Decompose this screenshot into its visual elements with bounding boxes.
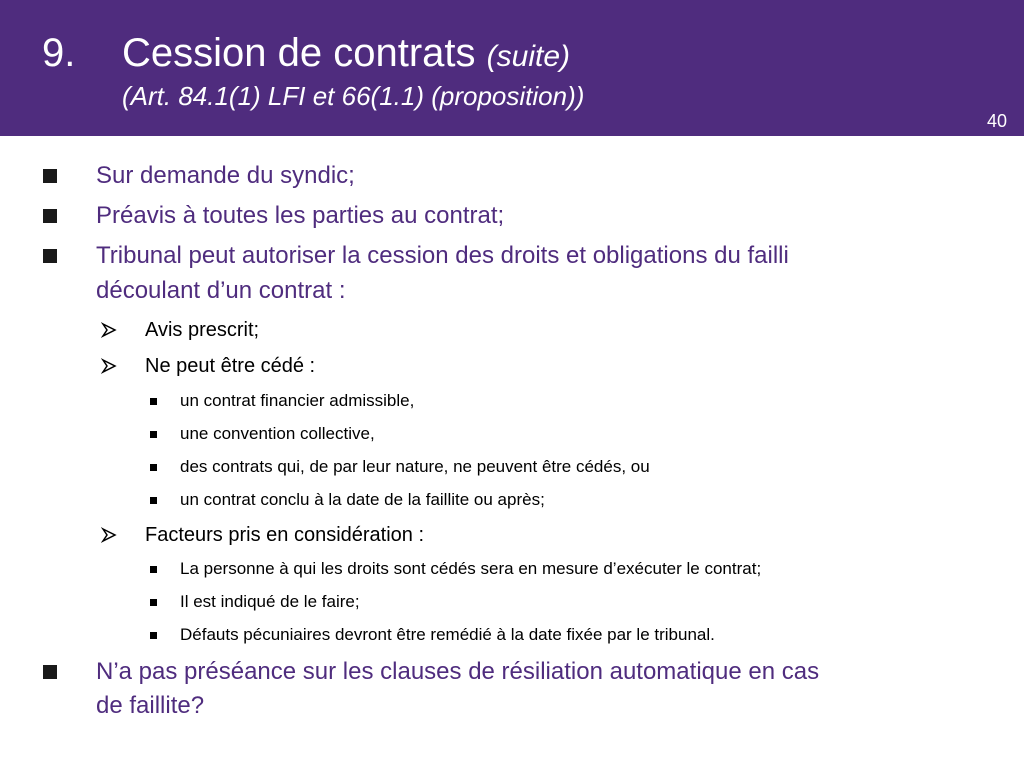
small-square-bullet-icon [150,464,157,471]
title-suffix: (suite) [486,40,570,73]
small-square-bullet-icon [150,497,157,504]
bullet-item: Préavis à toutes les parties au contrat; [96,202,505,229]
square-bullet-icon [43,209,57,223]
square-bullet-icon [43,249,57,263]
sub-sub-bullet-item: une convention collective, [180,424,375,443]
title-number: 9. [42,31,76,75]
bullet-item: N’a pas préséance sur les clauses de résiliation automatique en cas [96,658,820,685]
sub-sub-bullet-item: un contrat financier admissible, [180,391,415,410]
sub-sub-bullet-item: Il est indiqué de le faire; [180,592,360,611]
slide-subtitle: (Art. 84.1(1) LFI et 66(1.1) (proposition)) [122,81,585,111]
bullet-item-continuation: découlant d’un contrat : [96,277,346,304]
bullet-item-continuation: de faillite? [96,692,205,719]
sub-sub-bullet-item: Défauts pécuniaires devront être remédié à la date fixée par le tribunal. [180,625,715,644]
bullet-item: Sur demande du syndic; [96,162,355,189]
arrow-bullet-icon [101,358,117,374]
arrow-bullet-icon [101,527,117,543]
square-bullet-icon [43,169,57,183]
square-bullet-icon [43,665,57,679]
sub-bullet-item: Avis prescrit; [145,319,260,341]
small-square-bullet-icon [150,599,157,606]
slide-number: 40 [986,111,1007,131]
small-square-bullet-icon [150,398,157,405]
small-square-bullet-icon [150,632,157,639]
sub-bullet-item: Facteurs pris en considération : [145,524,425,546]
sub-bullet-item: Ne peut être cédé : [145,355,316,377]
bullet-item: Tribunal peut autoriser la cession des droits et obligations du failli [96,242,789,269]
sub-sub-bullet-item: La personne à qui les droits sont cédés sera en mesure d’exécuter le contrat; [180,559,762,578]
title-text: Cession de contrats [122,31,476,75]
small-square-bullet-icon [150,566,157,573]
sub-sub-bullet-item: des contrats qui, de par leur nature, ne peuvent être cédés, ou [180,457,650,476]
sub-sub-bullet-item: un contrat conclu à la date de la faillite ou après; [180,490,545,509]
arrow-bullet-icon [101,322,117,338]
small-square-bullet-icon [150,431,157,438]
